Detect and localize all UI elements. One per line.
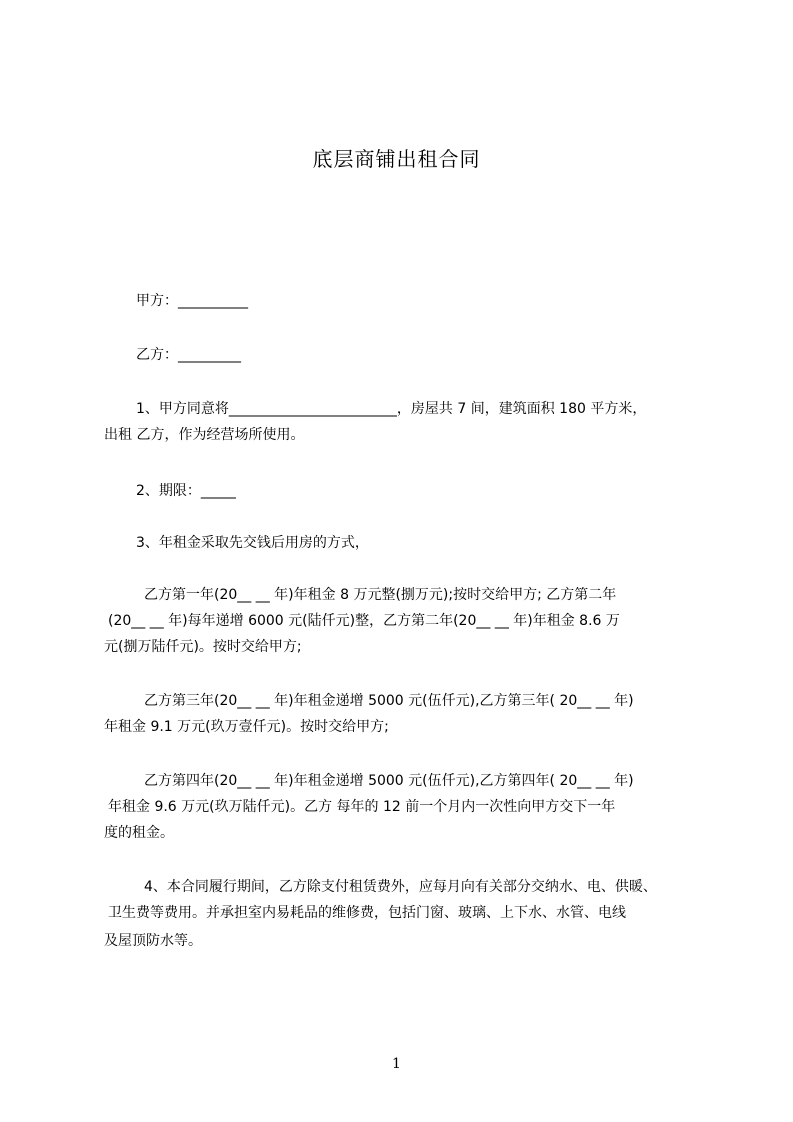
party-b-line: 乙方：_________ — [136, 347, 241, 363]
clause-4-line-1: 4、本合同履行期间，乙方除支付租赁费外，应每月向有关部分交纳水、电、供暖、 — [144, 879, 657, 895]
rent-year-1-2-line-2: (20__ __ 年)每年递增 6000 元(陆仟元)整，乙方第二年(20__ __ 年)年租金 8.6 万 — [108, 613, 620, 629]
page-number: 1 — [392, 1056, 401, 1072]
rent-year-1-2-line-1: 乙方第一年(20__ __ 年)年租金 8 万元整(捌万元);按时交给甲方; 乙方第二年 — [144, 587, 617, 603]
clause-2-line: 2、期限：_____ — [136, 483, 236, 499]
party-a-line: 甲方：__________ — [136, 293, 248, 309]
rent-year-4-line-3: 度的租金。 — [104, 825, 174, 841]
clause-1-line-1: 1、甲方同意将________________________，房屋共 7 间，建筑面积 180 平方米， — [136, 401, 647, 417]
document-title: 底层商铺出租合同 — [312, 147, 481, 171]
rent-year-1-2-line-3: 元(捌万陆仟元)。按时交给甲方; — [104, 639, 302, 655]
rent-year-4-line-2: 年租金 9.6 万元(玖万陆仟元)。乙方 每年的 12 前一个月内一次性向甲方交下一年 — [108, 799, 616, 815]
clause-4-line-3: 及屋顶防水等。 — [104, 933, 202, 949]
clause-4-line-2: 卫生费等费用。并承担室内易耗品的维修费，包括门窗、玻璃、上下水、水管、电线 — [108, 905, 626, 921]
clause-1-line-2: 出租 乙方，作为经营场所使用。 — [104, 427, 305, 443]
rent-year-3-line-1: 乙方第三年(20__ __ 年)年租金递增 5000 元(伍仟元),乙方第三年( 20__ __ 年) — [144, 693, 634, 709]
rent-year-3-line-2: 年租金 9.1 万元(玖万壹仟元)。按时交给甲方; — [104, 719, 389, 735]
clause-3-line: 3、年租金采取先交钱后用房的方式， — [136, 535, 369, 551]
rent-year-4-line-1: 乙方第四年(20__ __ 年)年租金递增 5000 元(伍仟元),乙方第四年( 20__ __ 年) — [144, 773, 634, 789]
